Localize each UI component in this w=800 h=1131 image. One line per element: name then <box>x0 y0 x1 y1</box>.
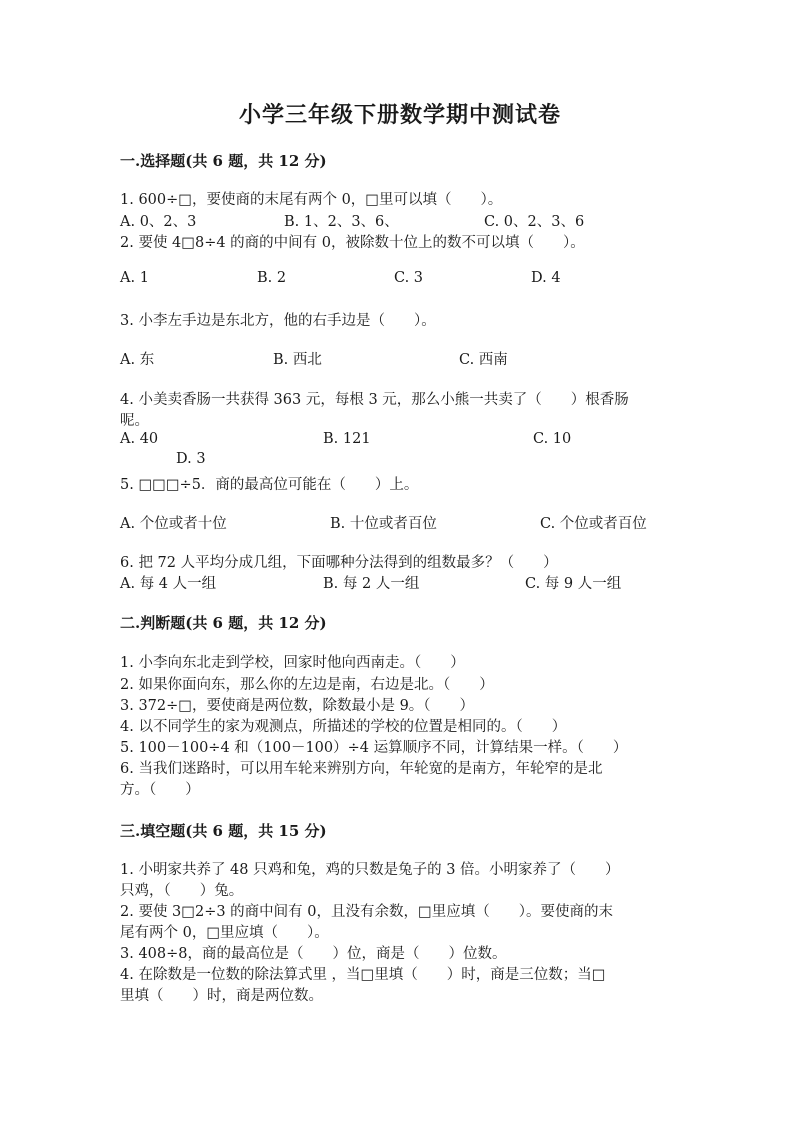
question-2-text: 2. 要使 4□8÷4 的商的中间有 0，被除数十位上的数不可以填（ ）。 <box>120 235 585 251</box>
question-6-option-b: B. 每 2 人一组 <box>323 576 420 592</box>
judgement-item-2: 2. 如果你面向东，那么你的左边是南，右边是北。（ ） <box>120 677 494 693</box>
question-4-option-c: C. 10 <box>533 431 572 447</box>
fill-item-2-line2: 尾有两个 0，□里应填（ ）。 <box>120 925 329 941</box>
question-3-option-a: A. 东 <box>120 352 155 368</box>
judgement-item-5: 5. 100－100÷4 和（100－100）÷4 运算顺序不同，计算结果一样。（ ） <box>120 740 628 756</box>
section-heading-choice: 一.选择题(共 6 题，共 12 分) <box>120 152 327 170</box>
question-1-text: 1. 600÷□，要使商的末尾有两个 0，□里可以填（ ）。 <box>120 192 503 208</box>
question-6-option-a: A. 每 4 人一组 <box>120 576 217 592</box>
question-4-option-d: D. 3 <box>176 451 206 467</box>
fill-item-4-line1: 4. 在除数是一位数的除法算式里 ，当□里填（ ）时，商是三位数；当□ <box>120 967 606 983</box>
question-6-option-c: C. 每 9 人一组 <box>525 576 622 592</box>
question-1-option-b: B. 1、2、3、6、 <box>284 214 399 230</box>
question-2-option-b: B. 2 <box>257 270 287 286</box>
question-4-option-b: B. 121 <box>323 431 371 447</box>
question-4-option-a: A. 40 <box>120 431 159 447</box>
fill-item-3: 3. 408÷8，商的最高位是（ ）位，商是（ ）位数。 <box>120 946 507 962</box>
fill-item-1-line2: 只鸡，（ ）兔。 <box>120 883 244 899</box>
question-3-text: 3. 小李左手边是东北方，他的右手边是（ ）。 <box>120 313 436 329</box>
question-3-option-b: B. 西北 <box>273 352 322 368</box>
judgement-item-4: 4. 以不同学生的家为观测点，所描述的学校的位置是相同的。（ ） <box>120 719 567 735</box>
judgement-item-6-line1: 6. 当我们迷路时，可以用车轮来辨别方向，年轮宽的是南方，年轮窄的是北 <box>120 761 603 777</box>
question-4-text-line2: 呢。 <box>120 413 149 429</box>
question-4-text-line1: 4. 小美卖香肠一共获得 363 元，每根 3 元，那么小熊一共卖了（ ）根香肠 <box>120 392 629 408</box>
question-2-option-d: D. 4 <box>531 270 561 286</box>
fill-item-1-line1: 1. 小明家共养了 48 只鸡和兔，鸡的只数是兔子的 3 倍。小明家养了（ ） <box>120 862 620 878</box>
page-title: 小学三年级下册数学期中测试卷 <box>238 102 561 128</box>
question-5-option-b: B. 十位或者百位 <box>330 516 437 532</box>
fill-item-4-line2: 里填（ ）时，商是两位数。 <box>120 988 323 1004</box>
judgement-item-6-line2: 方。（ ） <box>120 782 200 798</box>
section-heading-fill-blank: 三.填空题(共 6 题，共 15 分) <box>120 822 327 840</box>
judgement-item-3: 3. 372÷□，要使商是两位数，除数最小是 9。（ ） <box>120 698 475 714</box>
judgement-item-1: 1. 小李向东北走到学校，回家时他向西南走。（ ） <box>120 655 465 671</box>
question-1-option-a: A. 0、2、3 <box>120 214 197 230</box>
question-6-text: 6. 把 72 人平均分成几组，下面哪种分法得到的组数最多？（ ） <box>120 555 558 571</box>
fill-item-2-line1: 2. 要使 3□2÷3 的商中间有 0，且没有余数，□里应填（ ）。要使商的末 <box>120 904 613 920</box>
question-5-text: 5. □□□÷5．商的最高位可能在（ ）上。 <box>120 477 419 493</box>
question-5-option-a: A. 个位或者十位 <box>120 516 227 532</box>
question-1-option-c: C. 0、2、3、6 <box>484 214 585 230</box>
question-2-option-c: C. 3 <box>394 270 424 286</box>
question-2-option-a: A. 1 <box>120 270 149 286</box>
section-heading-judgement: 二.判断题(共 6 题，共 12 分) <box>120 614 327 632</box>
question-3-option-c: C. 西南 <box>459 352 508 368</box>
question-5-option-c: C. 个位或者百位 <box>540 516 647 532</box>
